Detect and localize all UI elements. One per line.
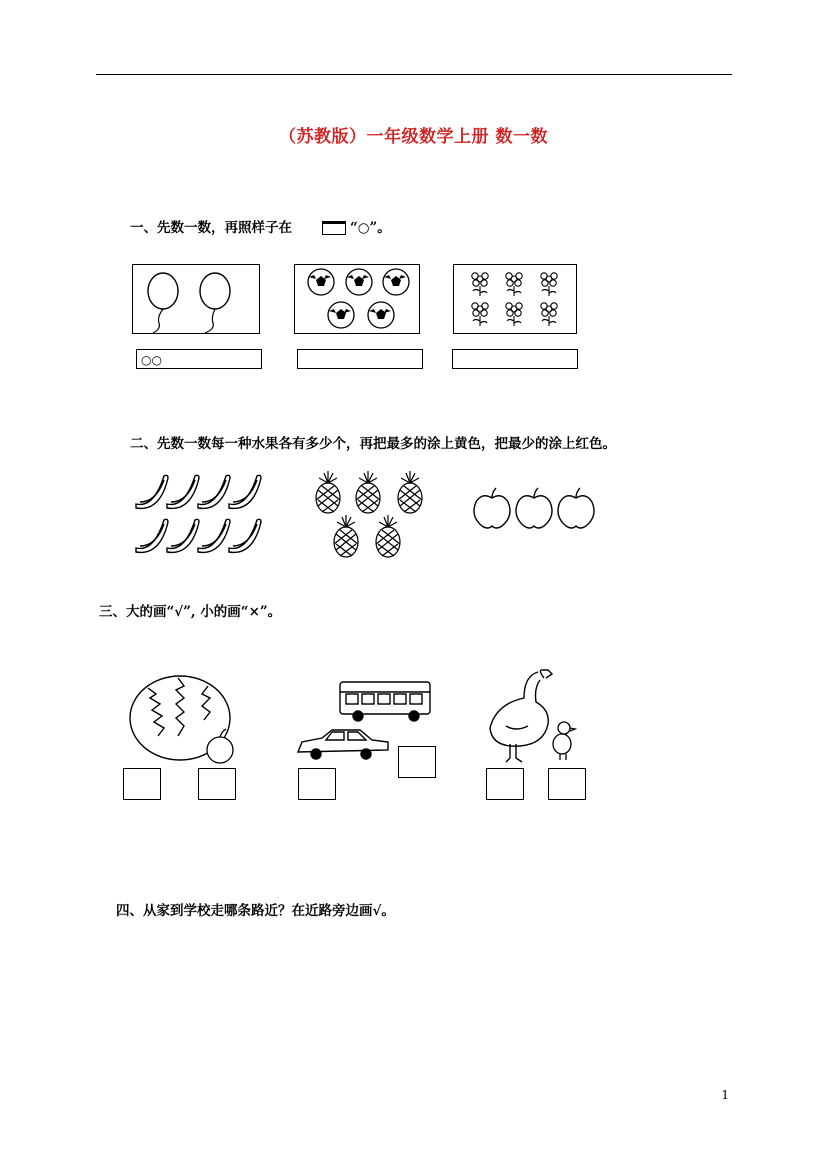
- answer-box-goose[interactable]: [486, 768, 524, 800]
- apple-small-icon: [207, 729, 233, 763]
- flower-picture: [453, 264, 577, 334]
- soccer-ball-icon: [295, 265, 419, 333]
- header-rule: [96, 74, 732, 75]
- sample-box-icon: [322, 221, 346, 235]
- car-icon: [298, 730, 388, 759]
- balloon-icon: [133, 265, 259, 333]
- watermelon-icon: [128, 674, 240, 770]
- answer-box-chick[interactable]: [548, 768, 586, 800]
- answer-box-watermelon[interactable]: [123, 768, 161, 800]
- question-1-label: [130, 216, 391, 236]
- flower-icon: [454, 265, 576, 333]
- question-1-text: 一、先数一数，再照样子在: [130, 220, 292, 236]
- question-3-label: 三、大的画“√”, 小的画“×”。: [99, 604, 282, 620]
- page-number: 1: [721, 1088, 729, 1102]
- goose-icon: [486, 668, 582, 764]
- question-1-suffix: “○”。: [350, 220, 391, 236]
- pineapple-icon: [312, 470, 438, 558]
- page-title: （苏教版）一年级数学上册 数一数: [279, 127, 548, 147]
- answer-box-soccer-balls[interactable]: [297, 349, 423, 369]
- question-4-label: 四、从家到学校走哪条路近？在近路旁边画√。: [116, 903, 395, 919]
- banana-icon: [132, 468, 272, 556]
- soccer-ball-picture: [294, 264, 420, 334]
- answer-box-apple[interactable]: [198, 768, 236, 800]
- answer-box-flowers[interactable]: [452, 349, 578, 369]
- chick-icon: [553, 722, 575, 760]
- apple-icon: [472, 488, 598, 534]
- answer-box-car[interactable]: [298, 768, 336, 800]
- question-2-label: 二、先数一数每一种水果各有多少个，再把最多的涂上黄色，把最少的涂上红色。: [130, 436, 616, 452]
- answer-box-bus[interactable]: [398, 746, 436, 778]
- answer-box-balloons[interactable]: ○○: [136, 349, 262, 369]
- balloon-picture: [132, 264, 260, 334]
